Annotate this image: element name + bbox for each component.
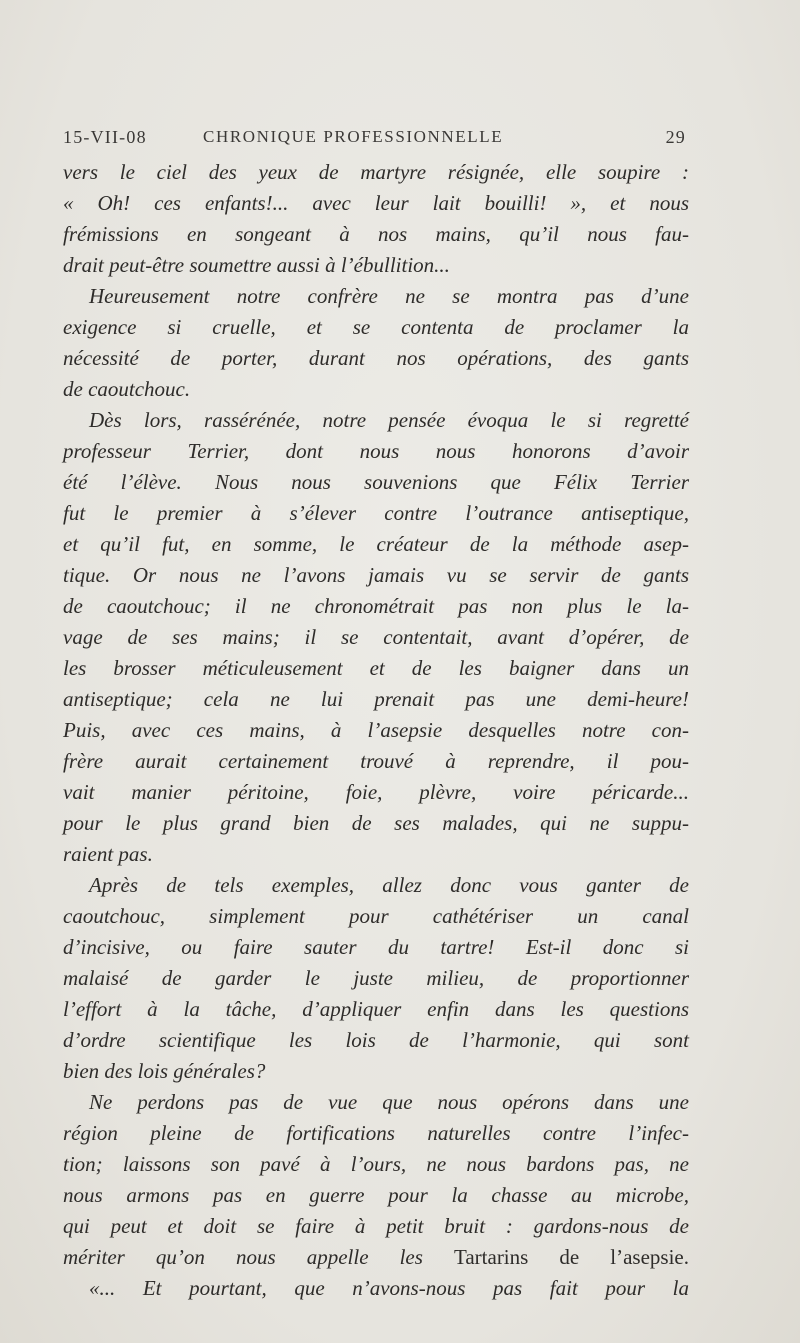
text-line: fut le premier à s’élever contre l’outrance antiseptique,	[63, 501, 689, 525]
text-line: et qu’il fut, en somme, le créateur de la méthode asep-	[63, 532, 689, 556]
page-number: 29	[665, 127, 686, 147]
text-line: région pleine de fortifications naturelles contre l’infec-	[63, 1121, 689, 1145]
paragraph-start-line: «... Et pourtant, que n’avons-nous pas fait pour la	[89, 1276, 689, 1300]
running-header	[63, 127, 686, 153]
text-line: pour le plus grand bien de ses malades, qui ne suppu-	[63, 811, 689, 835]
paragraph-start-line: Dès lors, rassérénée, notre pensée évoqua le si regretté	[89, 408, 689, 432]
header-date: 15-VII-08	[63, 127, 147, 147]
text-line: les brosser méticuleusement et de les baigner dans un	[63, 656, 689, 680]
text-line: malaisé de garder le juste milieu, de proportionner	[63, 966, 689, 990]
text-line: bien des lois générales?	[63, 1059, 266, 1083]
paragraph-start-line: Heureusement notre confrère ne se montra pas d’une	[89, 284, 689, 308]
text-line: été l’élève. Nous nous souvenions que Félix Terrier	[63, 470, 689, 494]
text-line: qui peut et doit se faire à petit bruit : gardons-nous de	[63, 1214, 689, 1238]
text-line: tion; laissons son pavé à l’ours, ne nous bardons pas, ne	[63, 1152, 689, 1176]
text-line: d’ordre scientifique les lois de l’harmonie, qui sont	[63, 1028, 689, 1052]
text-line: professeur Terrier, dont nous nous honorons d’avoir	[63, 439, 689, 463]
text-line: nous armons pas en guerre pour la chasse au microbe,	[63, 1183, 689, 1207]
text-line: frémissions en songeant à nos mains, qu’il nous fau-	[63, 222, 689, 246]
text-line: antiseptique; cela ne lui prenait pas une demi-heure!	[63, 687, 689, 711]
text-line: drait peut-être soumettre aussi à l’ébullition...	[63, 253, 450, 277]
text-line: caoutchouc, simplement pour cathétériser un canal	[63, 904, 689, 928]
text-line: l’effort à la tâche, d’appliquer enfin dans les questions	[63, 997, 689, 1021]
text-line: vage de ses mains; il se contentait, avant d’opérer, de	[63, 625, 689, 649]
text-line: mériter qu’on nous appelle les Tartarins de l’asepsie.	[63, 1245, 689, 1269]
text-line: d’incisive, ou faire sauter du tartre! Est-il donc si	[63, 935, 689, 959]
text-line: vers le ciel des yeux de martyre résignée, elle soupire :	[63, 160, 689, 184]
text-line: raient pas.	[63, 842, 153, 866]
text-line: de caoutchouc; il ne chronométrait pas non plus le la-	[63, 594, 689, 618]
header-title: CHRONIQUE PROFESSIONNELLE	[203, 127, 504, 146]
text-line: frère aurait certainement trouvé à reprendre, il pou-	[63, 749, 689, 773]
text-line: exigence si cruelle, et se contenta de proclamer la	[63, 315, 689, 339]
paragraph-start-line: Après de tels exemples, allez donc vous ganter de	[89, 873, 689, 897]
text-line: « Oh! ces enfants!... avec leur lait bouilli! », et nous	[63, 191, 689, 215]
text-line: Puis, avec ces mains, à l’asepsie desquelles notre con-	[63, 718, 689, 742]
paragraph-start-line: Ne perdons pas de vue que nous opérons dans une	[89, 1090, 689, 1114]
text-line: tique. Or nous ne l’avons jamais vu se servir de gants	[63, 563, 689, 587]
roman-text: Tartarins de l’asepsie.	[453, 1245, 689, 1269]
text-line: vait manier péritoine, foie, plèvre, voire péricarde...	[63, 780, 689, 804]
text-line: de caoutchouc.	[63, 377, 191, 401]
text-line: nécessité de porter, durant nos opérations, des gants	[63, 346, 689, 370]
